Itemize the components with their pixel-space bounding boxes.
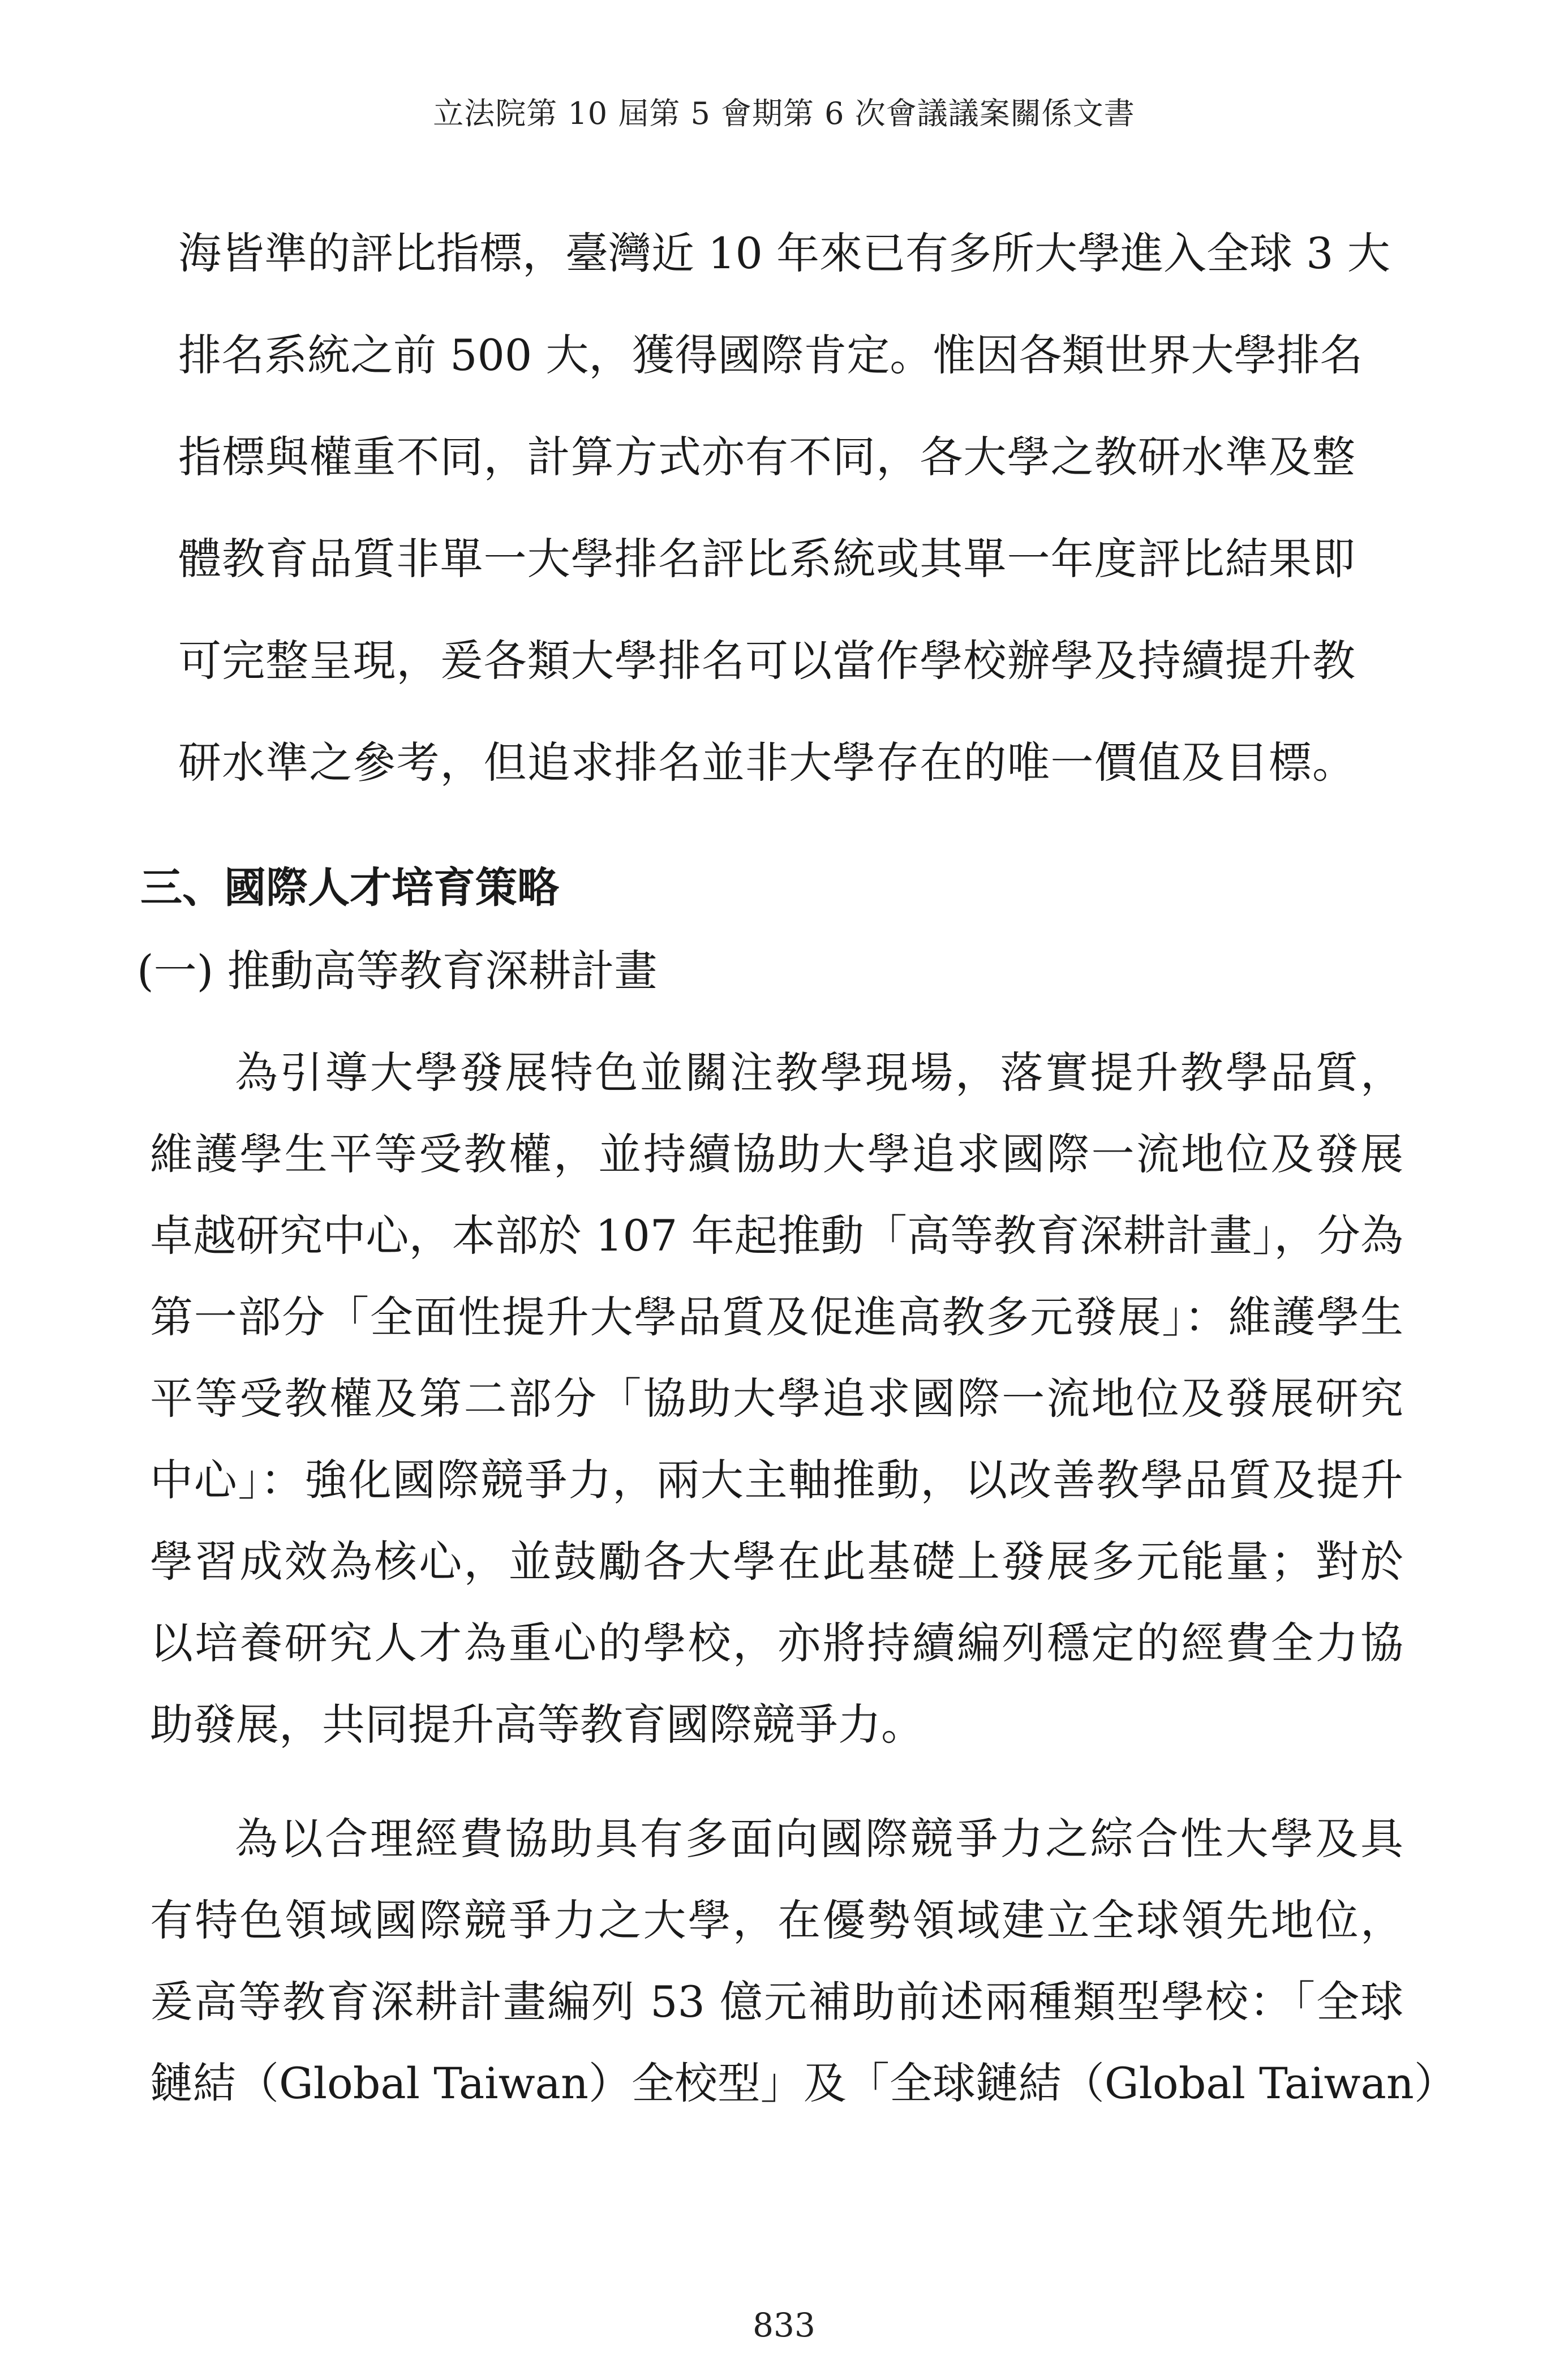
paragraph2-line-4: 鏈結（Global Taiwan）全校型」及「全球鏈結（Global Taiwan） (150, 2058, 1457, 2108)
intro-line-5: 可完整呈現，爰各類大學排名可以當作學校辦學及持續提升教 (178, 635, 1355, 686)
paragraph2-line-2: 有特色領域國際競爭力之大學，在優勢領域建立全球領先地位， (150, 1895, 1403, 1945)
paragraph1-line-3: 卓越研究中心，本部於 107 年起推動「高等教育深耕計畫」，分為 (150, 1210, 1403, 1261)
paragraph1-line-4: 第一部分「全面性提升大學品質及促進高教多元發展」：維護學生 (150, 1292, 1403, 1342)
paragraph1-line-6: 中心」：強化國際競爭力，兩大主軸推動，以改善教學品質及提升 (150, 1455, 1403, 1505)
paragraph2-line-3: 爰高等教育深耕計畫編列 53 億元補助前述兩種類型學校：「全球 (150, 1977, 1403, 2027)
paragraph1-line-1: 為引導大學發展特色並關注教學現場，落實提升教學品質， (235, 1047, 1403, 1098)
paragraph1-line-8: 以培養研究人才為重心的學校，亦將持續編列穩定的經費全力協 (150, 1618, 1403, 1668)
paragraph1-line-7: 學習成效為核心，並鼓勵各大學在此基礎上發展多元能量；對於 (150, 1536, 1403, 1587)
page-number: 833 (753, 2306, 815, 2344)
intro-line-6: 研水準之參考，但追求排名並非大學存在的唯一價值及目標。 (178, 737, 1355, 788)
paragraph1-line-2: 維護學生平等受教權，並持續協助大學追求國際一流地位及發展 (150, 1129, 1403, 1179)
paragraph2-line-1: 為以合理經費協助具有多面向國際競爭力之綜合性大學及具 (235, 1814, 1403, 1864)
paragraph1-line-5: 平等受教權及第二部分「協助大學追求國際一流地位及發展研究 (150, 1373, 1403, 1424)
page-header: 立法院第 10 屆第 5 會期第 6 次會議議案關係文書 (433, 96, 1135, 131)
section-heading: 三、國際人才培育策略 (140, 864, 559, 912)
subsection-heading: (一) 推動高等教育深耕計畫 (137, 946, 658, 996)
intro-line-2: 排名系統之前 500 大，獲得國際肯定。惟因各類世界大學排名 (178, 330, 1363, 380)
paragraph1-line-9: 助發展，共同提升高等教育國際競爭力。 (150, 1699, 924, 1750)
intro-line-4: 體教育品質非單一大學排名評比系統或其單一年度評比結果即 (178, 534, 1355, 584)
intro-line-1: 海皆準的評比指標，臺灣近 10 年來已有多所大學進入全球 3 大 (178, 228, 1390, 278)
intro-line-3: 指標與權重不同，計算方式亦有不同，各大學之教研水準及整 (178, 432, 1355, 482)
